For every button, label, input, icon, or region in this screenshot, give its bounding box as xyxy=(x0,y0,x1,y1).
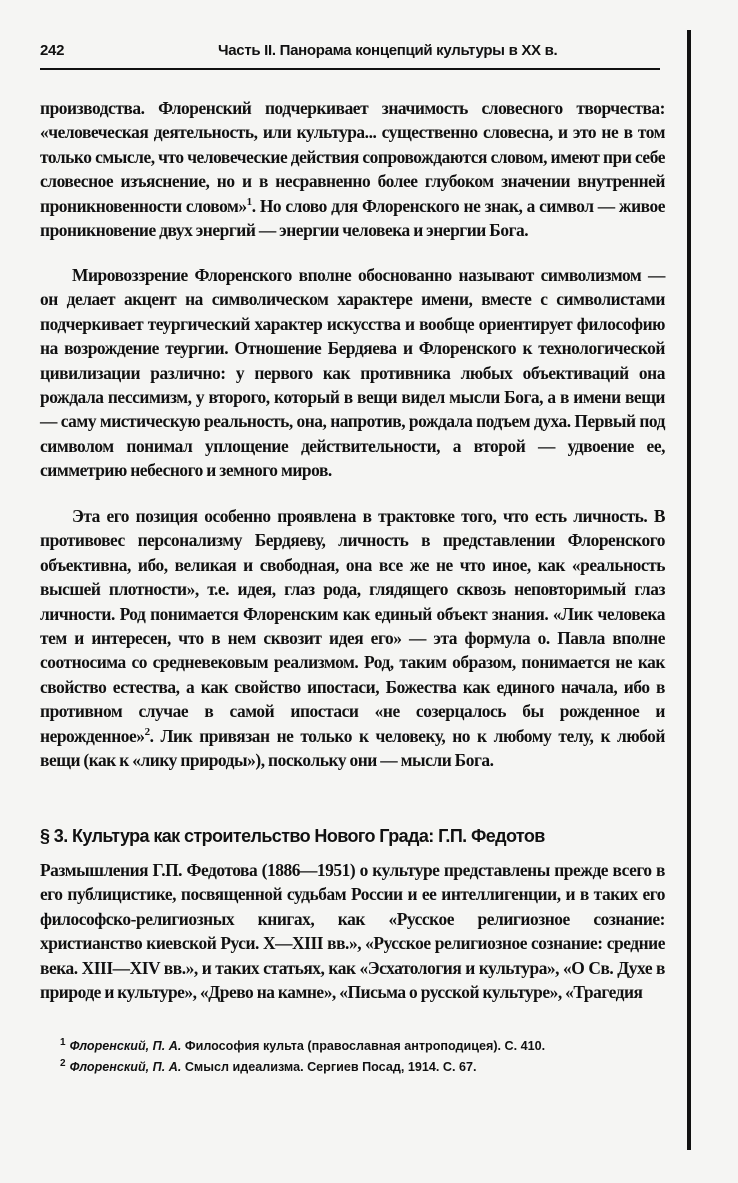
paragraph-1-text: производства. Флоренский подчеркивает значимость словесного творчества: «человеческая деятельность, или культура... существенно словесна, и это не в том только смысле, что человеческие действия сопровождаются словом, имеют при себе словесное изъяснение, но и в несравненно более глубоком значении внутренней проникновенности словом» xyxy=(40,98,665,216)
footnote-ref-2: 2 xyxy=(144,725,150,738)
footnote-1 xyxy=(60,1034,660,1055)
footnote-author: Флоренский, П. А. xyxy=(69,1060,182,1075)
section-heading: § 3. Культура как строительство Нового Града: Г.П. Федотов xyxy=(40,826,545,846)
paragraph-1 xyxy=(40,96,665,242)
footnote-text: Философия культа (православная антроподицея). С. 410. xyxy=(184,1039,546,1054)
footnote-ref-1: 1 xyxy=(246,195,252,208)
paragraph-2-text: Мировоззрение Флоренского вполне обоснованно называют символизмом — он делает акцент на символическом характере имени, вместе с символистами подчеркивает теургический характер искусства и вообще ориентирует философию на возрождение теургии. Отношение Бердяева и Флоренского к технологической цивилизации различно: у первого как противника любых объективаций она рождала пессимизм, у второго, который в вещи видел мысли Бога, а в имени вещи — саму мистическую реальность, она, напротив, рождала подъем духа. Первый под символом понимал уплощение действительности, а второй — удвоение ее, симметрию небесного и земного миров. xyxy=(40,265,665,481)
paragraph-4-text: Размышления Г.П. Федотова (1886—1951) о культуре представлены прежде всего в его публицистике, посвященной судьбам России и ее интеллигенции, и в таких его философско-религиозных книгах, как «Русское религиозное сознание: христианство киевской Руси. X—XIII вв.», «Русское религиозное сознание: средние века. XIII—XIV вв.», и таких статьях, как «Эсхатология и культура», «О Св. Духе в природе и культуре», «Древо на камне», «Письма о русской культуре», «Трагедия xyxy=(40,860,665,1003)
footnote-author: Флоренский, П. А. xyxy=(69,1039,182,1054)
paragraph-3-tail: . Лик привязан не только к человеку, но к любому телу, к любой вещи (как к «лику природы»), поскольку они — мысли Бога. xyxy=(40,725,665,771)
footnote-2 xyxy=(60,1055,660,1076)
running-title: Часть II. Панорама концепций культуры в XX в. xyxy=(218,42,558,59)
page-number: 242 xyxy=(40,42,65,59)
footnote-marker: 1 xyxy=(60,1037,66,1048)
footnote-marker: 2 xyxy=(60,1058,66,1070)
paragraph-3-text: Эта его позиция особенно проявлена в трактовке того, что есть личность. В противовес персонализму Бердяеву, личность в представлении Флоренского объективна, ибо, великая и свободная, она все же не что иное, как «реальность высшей плотности», т.е. идея, глаз рода, глядящего сквозь неповторимый глаз личности. Род понимается Флоренским как единый объект знания. «Лик человека тем и интересен, что в нем сквозит идея его» — эта формула о. Павла вполне соотносима со средневековым реализмом. Род, таким образом, понимается не как свойство естества, а как свойство ипостаси, Божества как единого начала, ибо в противном случае в самой ипостаси «не созерцалось бы рожденное и нерожденное» xyxy=(40,506,665,746)
header-rule xyxy=(40,68,660,70)
footnote-text: Смысл идеализма. Сергиев Посад, 1914. С. 67. xyxy=(184,1060,477,1075)
paragraph-2 xyxy=(40,263,665,483)
paragraph-3 xyxy=(40,504,665,772)
paragraph-4 xyxy=(40,858,665,1004)
footnotes xyxy=(60,1034,660,1076)
paragraph-1-tail: . Но слово для Флоренского не знак, а символ — живое проникновение двух энергий — энергии человека и энергии Бога. xyxy=(40,195,665,241)
page-edge-line xyxy=(687,30,691,1150)
